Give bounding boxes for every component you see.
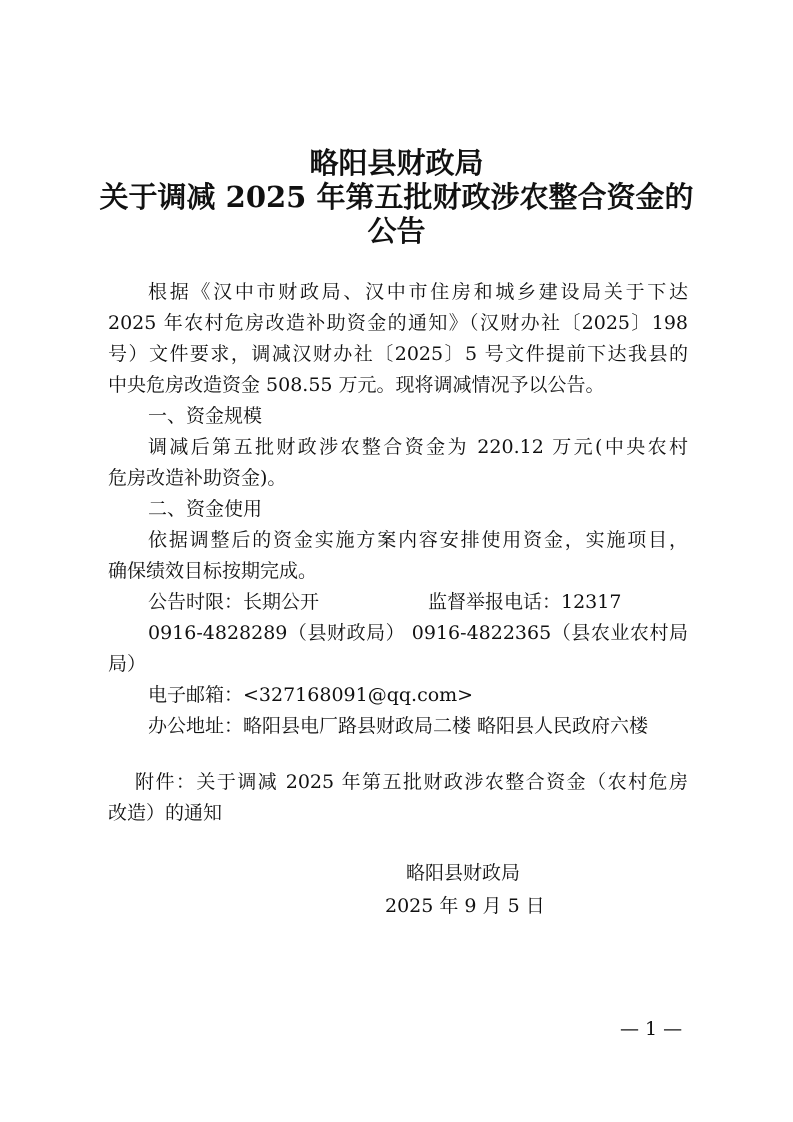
- page-title-line-2: 关于调减 2025 年第五批财政涉农整合资金的: [99, 180, 694, 214]
- signature-date: 2025 年 9 月 5 日: [385, 895, 545, 917]
- signature-org: 略阳县财政局: [406, 862, 521, 884]
- hotline: 监督举报电话：12317: [428, 591, 622, 613]
- email: 电子邮箱：<327168091@qq.com>: [148, 684, 474, 706]
- section1-text-line-2: 危房改造补助资金)。: [108, 467, 287, 489]
- phones-line-1: 0916-4828289（县财政局） 0916-4822365（县农业农村局: [148, 622, 688, 644]
- section2-heading: 二、资金使用: [148, 498, 263, 520]
- intro-line-4: 中央危房改造资金 508.55 万元。现将调减情况予以公告。: [108, 374, 605, 396]
- notice-period: 公告时限：长期公开: [148, 591, 320, 613]
- page-title-line-1: 略阳县财政局: [309, 146, 484, 180]
- section1-heading: 一、资金规模: [148, 405, 263, 427]
- section1-text-line-1: 调减后第五批财政涉农整合资金为 220.12 万元(中央农村: [148, 436, 688, 458]
- page-title-line-3: 公告: [367, 214, 426, 248]
- intro-line-3: 号）文件要求，调减汉财办社〔2025〕5 号文件提前下达我县的: [108, 343, 688, 365]
- intro-line-2: 2025 年农村危房改造补助资金的通知》（汉财办社〔2025〕198: [108, 312, 688, 334]
- page-number: — 1 —: [620, 1018, 683, 1040]
- intro-line-1: 根据《汉中市财政局、汉中市住房和城乡建设局关于下达: [148, 281, 688, 303]
- section2-text-line-2: 确保绩效目标按期完成。: [108, 560, 318, 582]
- phones-line-2: 局）: [108, 653, 147, 675]
- section2-text-line-1: 依据调整后的资金实施方案内容安排使用资金，实施项目，: [148, 529, 688, 551]
- attachment-line-1: 附件：关于调减 2025 年第五批财政涉农整合资金（农村危房: [135, 771, 688, 793]
- attachment-line-2: 改造）的通知: [108, 802, 223, 824]
- address: 办公地址：略阳县电厂路县财政局二楼 略阳县人民政府六楼: [148, 715, 649, 737]
